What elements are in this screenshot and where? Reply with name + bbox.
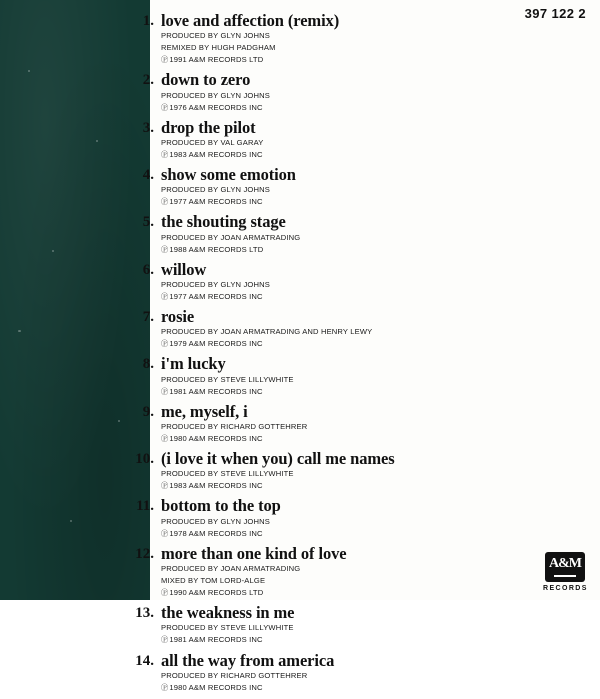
am-logo-icon bbox=[545, 552, 585, 582]
list-item bbox=[120, 497, 590, 538]
track-credit: REMIXED BY HUGH PADGHAM bbox=[161, 43, 276, 53]
track-body bbox=[161, 355, 590, 396]
list-item bbox=[120, 71, 590, 112]
speck bbox=[52, 250, 54, 252]
speck bbox=[96, 140, 98, 142]
am-logo-bar bbox=[554, 575, 576, 577]
track-credit: PRODUCED BY JOAN ARMATRADING AND HENRY LEWY bbox=[161, 327, 373, 337]
track-number: 9. bbox=[142, 403, 154, 420]
track-credit: PRODUCED BY GLYN JOHNS bbox=[161, 185, 270, 195]
track-title: love and affection (remix) bbox=[161, 11, 340, 30]
track-body bbox=[161, 652, 590, 693]
list-item bbox=[120, 450, 590, 491]
track-body bbox=[161, 119, 590, 160]
list-item bbox=[120, 213, 590, 254]
list-item bbox=[120, 652, 590, 693]
track-title: all the way from america bbox=[161, 650, 335, 670]
list-item bbox=[120, 308, 590, 349]
track-body bbox=[161, 166, 590, 207]
speck bbox=[18, 330, 21, 332]
track-copyright: Ⓟ 1983 A&M RECORDS INC bbox=[161, 150, 590, 160]
list-item bbox=[120, 403, 590, 444]
track-title: the shouting stage bbox=[161, 212, 286, 232]
track-copyright: Ⓟ 1991 A&M RECORDS LTD bbox=[161, 55, 590, 65]
track-body bbox=[161, 213, 590, 254]
track-number: 7. bbox=[142, 309, 154, 326]
track-number: 8. bbox=[142, 356, 154, 373]
track-copyright: Ⓟ 1977 A&M RECORDS INC bbox=[161, 292, 590, 302]
speck bbox=[28, 70, 30, 72]
track-credit: PRODUCED BY STEVE LILLYWHITE bbox=[161, 374, 294, 384]
track-copyright: Ⓟ 1977 A&M RECORDS INC bbox=[161, 197, 590, 207]
list-item bbox=[120, 355, 590, 396]
track-number: 11. bbox=[136, 498, 154, 515]
record-label-logo bbox=[543, 552, 587, 592]
track-body bbox=[161, 497, 590, 538]
track-credit: PRODUCED BY GLYN JOHNS bbox=[161, 31, 270, 41]
track-title: rosie bbox=[161, 307, 195, 327]
track-body bbox=[161, 261, 590, 302]
track-number: 6. bbox=[142, 261, 154, 278]
track-body bbox=[161, 12, 590, 65]
track-credit: PRODUCED BY STEVE LILLYWHITE bbox=[161, 469, 294, 479]
list-item bbox=[120, 261, 590, 302]
track-credit: PRODUCED BY GLYN JOHNS bbox=[161, 280, 270, 290]
track-body bbox=[161, 450, 590, 491]
track-number: 12. bbox=[135, 545, 154, 562]
track-title: drop the pilot bbox=[161, 117, 256, 137]
track-copyright: Ⓟ 1978 A&M RECORDS INC bbox=[161, 529, 590, 539]
track-title: me, myself, i bbox=[161, 401, 248, 421]
track-body bbox=[161, 403, 590, 444]
track-copyright: Ⓟ 1990 A&M RECORDS LTD bbox=[161, 588, 590, 598]
track-copyright: Ⓟ 1980 A&M RECORDS INC bbox=[161, 683, 590, 693]
track-credit: MIXED BY TOM LORD-ALGE bbox=[161, 576, 266, 586]
track-number: 14. bbox=[135, 652, 154, 669]
track-body bbox=[161, 545, 590, 598]
track-number: 2. bbox=[142, 72, 154, 89]
track-copyright: Ⓟ 1981 A&M RECORDS INC bbox=[161, 635, 590, 645]
track-copyright: Ⓟ 1983 A&M RECORDS INC bbox=[161, 481, 590, 491]
track-credit: PRODUCED BY JOAN ARMATRADING bbox=[161, 564, 301, 574]
record-label-name: RECORDS bbox=[543, 585, 588, 592]
catalog-number: 397 122 2 bbox=[524, 6, 586, 21]
speck bbox=[70, 520, 72, 522]
track-copyright: Ⓟ 1980 A&M RECORDS INC bbox=[161, 434, 590, 444]
track-credit: PRODUCED BY JOAN ARMATRADING bbox=[161, 232, 301, 242]
track-title: more than one kind of love bbox=[161, 543, 347, 563]
am-logo-text: A&M bbox=[549, 556, 581, 571]
track-title: i'm lucky bbox=[161, 354, 226, 374]
tracklist bbox=[120, 12, 590, 699]
track-credit: PRODUCED BY RICHARD GOTTEHRER bbox=[161, 422, 308, 432]
track-number: 5. bbox=[142, 214, 154, 231]
track-body bbox=[161, 71, 590, 112]
track-number: 10. bbox=[135, 451, 154, 468]
track-copyright: Ⓟ 1979 A&M RECORDS INC bbox=[161, 339, 590, 349]
track-title: bottom to the top bbox=[161, 496, 281, 516]
track-body bbox=[161, 604, 590, 645]
list-item bbox=[120, 119, 590, 160]
track-number: 1. bbox=[142, 13, 154, 29]
track-body bbox=[161, 308, 590, 349]
track-credit: PRODUCED BY VAL GARAY bbox=[161, 138, 264, 148]
track-credit: PRODUCED BY GLYN JOHNS bbox=[161, 90, 270, 100]
track-credit: PRODUCED BY STEVE LILLYWHITE bbox=[161, 623, 294, 633]
track-title: willow bbox=[161, 259, 207, 279]
track-credit: PRODUCED BY GLYN JOHNS bbox=[161, 516, 270, 526]
track-copyright: Ⓟ 1976 A&M RECORDS INC bbox=[161, 103, 590, 113]
list-item bbox=[120, 545, 590, 598]
track-number: 4. bbox=[142, 167, 154, 184]
track-number: 3. bbox=[142, 119, 154, 136]
track-title: show some emotion bbox=[161, 165, 296, 185]
track-title: down to zero bbox=[161, 70, 251, 90]
track-credit: PRODUCED BY RICHARD GOTTEHRER bbox=[161, 670, 308, 680]
list-item bbox=[120, 12, 590, 65]
list-item bbox=[120, 166, 590, 207]
track-title: (i love it when you) call me names bbox=[161, 449, 395, 469]
track-copyright: Ⓟ 1988 A&M RECORDS LTD bbox=[161, 245, 590, 255]
track-copyright: Ⓟ 1981 A&M RECORDS INC bbox=[161, 387, 590, 397]
track-title: the weakness in me bbox=[161, 603, 295, 623]
list-item bbox=[120, 604, 590, 645]
track-number: 13. bbox=[135, 605, 154, 622]
